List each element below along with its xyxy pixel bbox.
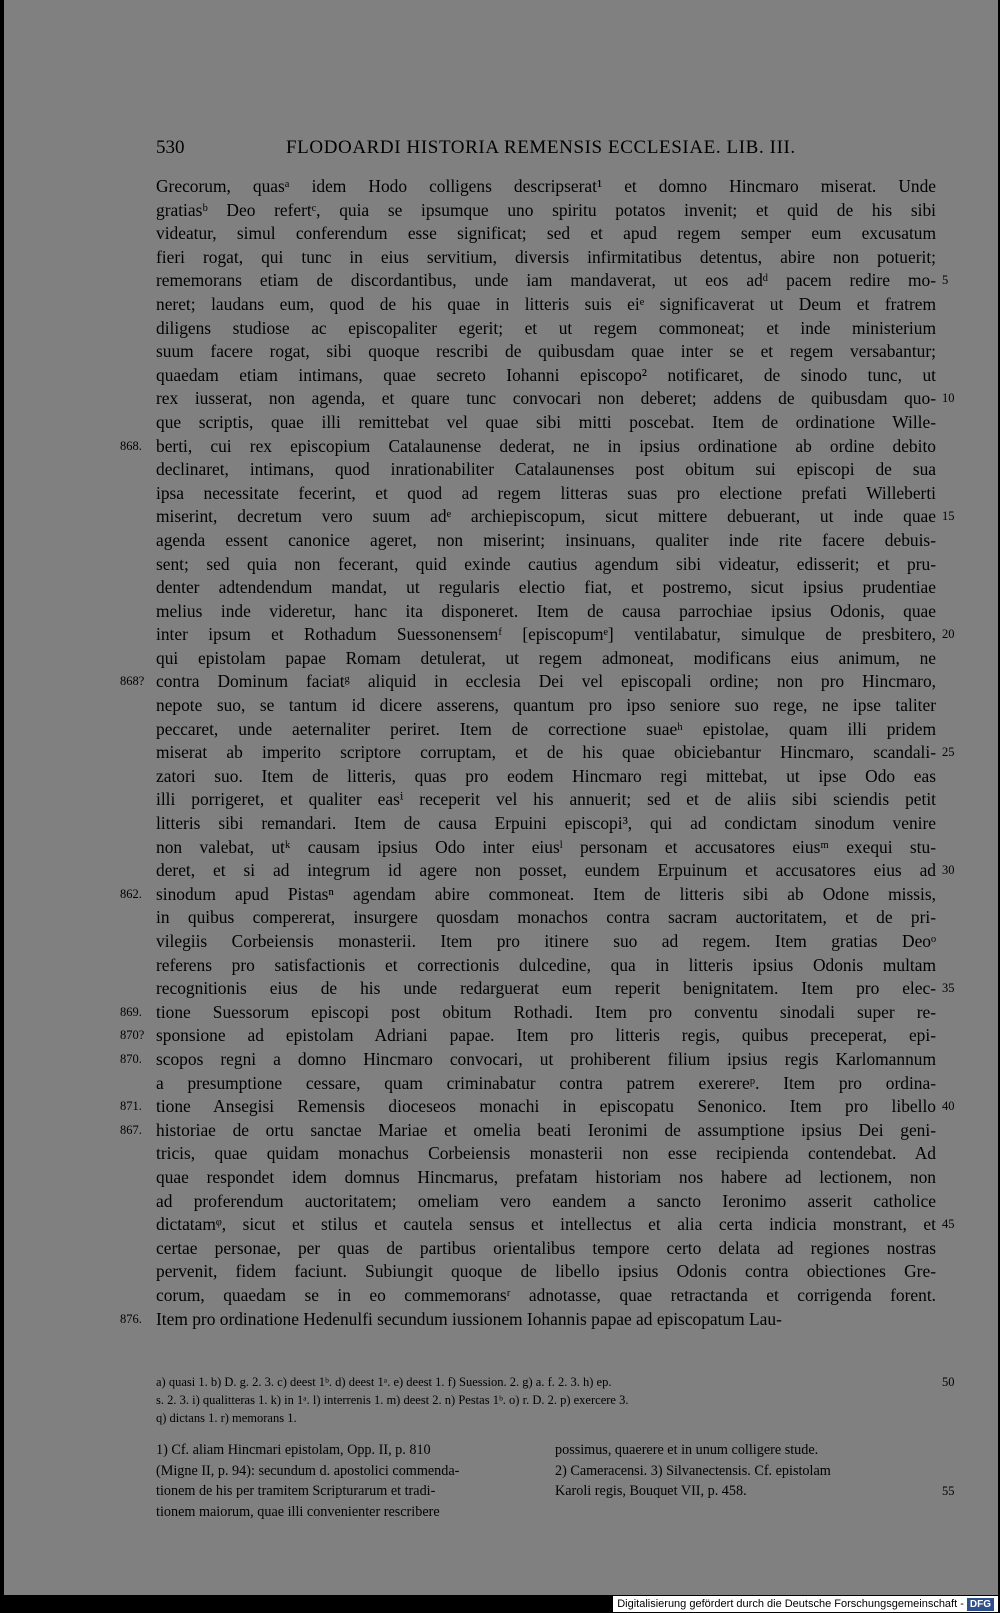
- line-text: tione Ansegisi Remensis dioceseos monachi in episcopatu Senonico. Item pro libello: [156, 1096, 936, 1117]
- margin-year: 868?: [120, 674, 145, 689]
- text-line: [4, 175, 998, 199]
- line-text: declinaret, intimans, quod inrationabiliter Catalaunenses post obitum sui episcopi de sua: [156, 459, 936, 480]
- text-line: [4, 954, 998, 978]
- line-number: 40: [942, 1099, 955, 1114]
- margin-year: 867.: [120, 1122, 142, 1137]
- line-text: suum facere rogat, sibi quoque rescribi de quibusdam quae inter se et regem versabantur;: [156, 341, 936, 362]
- text-line: [4, 364, 998, 388]
- text-line: [4, 765, 998, 789]
- dfg-logo: DFG: [967, 1598, 994, 1611]
- footnote-col1: 1) Cf. aliam Hincmari epistolam, Opp. II, p. 810: [156, 1442, 431, 1458]
- footnote-col1: tionem maiorum, quae illi convenienter rescribere: [156, 1503, 440, 1520]
- line-text: que scriptis, quae illi remittebat vel quae sibi mitti poscebat. Item de ordinatione Wille-: [156, 411, 936, 432]
- line-text: quaedam etiam intimans, quae secreto Iohanni episcopo² notificaret, de sinodo tunc, ut: [156, 364, 936, 385]
- text-line: [4, 812, 998, 836]
- line-text: agenda essent canonice ageret, non miserint; insinuans, qualiter inde rite facere debuis-: [156, 529, 936, 550]
- line-number: 20: [942, 627, 955, 642]
- text-line: [4, 1190, 998, 1214]
- line-number: 55: [942, 1484, 955, 1498]
- page-number: 530: [156, 137, 185, 158]
- variant-note-text: a) quasi 1. b) D. g. 2. 3. c) deest 1ᵇ. d) deest 1ᵃ. e) deest 1. f) Suession. 2. g) a. f. 2. 3. h) ep.: [156, 1375, 612, 1389]
- text-line: [4, 694, 998, 718]
- margin-year: 869.: [120, 1004, 142, 1019]
- line-text: tione Suessorum episcopi post obitum Rothadi. Item pro conventu sinodali super re-: [156, 1001, 936, 1022]
- line-number: 50: [942, 1375, 955, 1389]
- variant-note-text: q) dictans 1. r) memorans 1.: [156, 1411, 297, 1425]
- line-text: deret, et si ad integrum id agere non posset, eundem Erpuinum et accusatores eius ad: [156, 860, 936, 881]
- line-text: illi porrigeret, et qualiter easⁱ receperit vel his annuerit; sed et de aliis sibi sciendis petit: [156, 789, 936, 810]
- footnote-col1: tionem de his per tramitem Scripturarum et tradi-: [156, 1483, 436, 1499]
- line-text: fieri rogat, qui tunc in eius servitium, diversis infirmitatibus detentus, abire non potuerit;: [156, 246, 936, 267]
- footnote-line: [4, 1461, 998, 1482]
- line-text: Item pro ordinatione Hedenulfi secundum iussionem Iohannis papae ad episcopatum Lau-: [156, 1308, 782, 1329]
- footnote-col2: Karoli regis, Bouquet VII, p. 458.: [555, 1483, 747, 1499]
- text-line: [4, 859, 998, 883]
- text-line: [4, 883, 998, 907]
- text-line: [4, 458, 998, 482]
- variant-note-text: s. 2. 3. i) qualitteras 1. k) in 1ᵃ. l) interrenis 1. m) deest 2. n) Pestas 1ᵇ. o) r. D. 2. p) exercere 3.: [156, 1393, 629, 1407]
- line-number: 30: [942, 863, 955, 878]
- line-text: recognitionis eius de his unde redarguerat eum reperit benignitatem. Item pro elec-: [156, 978, 936, 999]
- margin-year: 870.: [120, 1051, 142, 1066]
- line-text: Grecorum, quasᵃ idem Hodo colligens descripserat¹ et domno Hincmaro miserat. Unde: [156, 176, 936, 196]
- line-text: miserat ab imperito scriptore corruptam, et de his quae obiciebantur Hincmaro, scandali-: [156, 742, 936, 763]
- margin-year: 876.: [120, 1311, 142, 1326]
- text-line: [4, 317, 998, 341]
- text-line: [4, 977, 998, 1001]
- variant-note-line: [4, 1373, 998, 1391]
- line-text: rex iusserat, non agenda, et quare tunc convocari non deberet; addens de quibusdam quo-: [156, 388, 936, 409]
- text-line: [4, 741, 998, 765]
- text-line: [4, 293, 998, 317]
- page-header: [4, 137, 998, 161]
- running-title: FLODOARDI HISTORIA REMENSIS ECCLESIAE. LIB. III.: [286, 137, 796, 158]
- line-text: non valebat, utᵏ causam ipsius Odo inter eiusˡ personam et accusatores eiusᵐ exequi stu-: [156, 836, 936, 857]
- document-page: [4, 0, 998, 1595]
- text-line: [4, 1284, 998, 1308]
- text-line: [4, 1119, 998, 1143]
- text-line: [4, 647, 998, 671]
- text-line: [4, 1166, 998, 1190]
- line-text: dictatamᵠ, sicut et stilus et cautela sensus et intellectus et alia certa indicia monstrant, et: [156, 1214, 936, 1235]
- margin-year: 868.: [120, 438, 142, 453]
- line-text: pervenit, fidem faciunt. Subiungit quoque de libello ipsius Odonis contra obiectiones Gre-: [156, 1261, 936, 1282]
- line-text: sent; sed quia non fecerant, quid exinde cautius agendum sibi videatur, edisserit; et pru-: [156, 553, 936, 574]
- line-text: denter adtendendum mandat, ut regularis electio fiat, et postremo, sicut ipsius prudentiae: [156, 577, 936, 598]
- text-line: [4, 788, 998, 812]
- line-text: contra Dominum faciatᵍ aliquid in ecclesia Dei vel episcopali ordine; non pro Hincmaro,: [156, 671, 936, 692]
- line-text: referens pro satisfactionis et correctionis dulcedine, qua in litteris ipsius Odonis multam: [156, 954, 936, 975]
- line-text: historiae de ortu sanctae Mariae et omelia beati Ieronimi de assumptione ipsius Dei geni-: [156, 1119, 936, 1140]
- line-text: diligens studiose ac episcopaliter egerit; et ut regem commoneat; et inde ministerium: [156, 317, 936, 338]
- footnote-line: [4, 1502, 998, 1523]
- text-line: [4, 670, 998, 694]
- margin-year: 862.: [120, 886, 142, 901]
- text-line: [4, 1237, 998, 1261]
- text-line: [4, 387, 998, 411]
- margin-year: 870?: [120, 1028, 145, 1043]
- text-line: [4, 1213, 998, 1237]
- line-text: neret; laudans eum, quod de his quae in litteris suis eiᵉ significaverat ut Deum et fratrem: [156, 293, 936, 314]
- line-text: peccaret, unde aeternaliter periret. Item de correctione suaeʰ epistolae, quam illi pridem: [156, 718, 936, 739]
- line-text: inter ipsum et Rothadum Suessonensemᶠ [episcopumᵉ] ventilabatur, simulque de presbitero,: [156, 624, 936, 645]
- variant-note-line: [4, 1391, 998, 1409]
- footnotes: [4, 1440, 998, 1522]
- line-text: sponsione ad epistolam Adriani papae. Item pro litteris regis, quibus preceperat, epi-: [156, 1025, 936, 1046]
- text-line: [4, 1072, 998, 1096]
- line-text: berti, cui rex episcopium Catalaunense dederat, ne in ipsius ordinatione ab ordine debito: [156, 435, 936, 456]
- text-line: [4, 340, 998, 364]
- text-line: [4, 435, 998, 459]
- line-text: ipsa necessitate fecerint, et quod ad regem litteras suas pro electione prefati Willeberti: [156, 482, 936, 503]
- text-line: [4, 623, 998, 647]
- text-line: [4, 482, 998, 506]
- variant-note-line: [4, 1409, 998, 1427]
- line-text: in quibus compererat, insurgere quosdam monachos contra sacram auctoritatem, et de pri-: [156, 907, 936, 928]
- line-number: 5: [942, 273, 949, 288]
- line-text: vilegiis Corbeiensis monasterii. Item pro itinere suo ad regem. Item gratias Deoᵒ: [156, 931, 936, 951]
- line-text: ad proferendum auctoritatem; omeliam vero eandem a sancto Ieronimo asserit catholice: [156, 1190, 936, 1211]
- digitization-credit: [613, 1596, 998, 1612]
- text-line: [4, 906, 998, 930]
- text-line: [4, 600, 998, 624]
- line-text: certae personae, per quas de partibus orientalibus tempore certo delata ad regiones nostras: [156, 1237, 936, 1258]
- text-line: [4, 1095, 998, 1119]
- variant-notes: [4, 1373, 998, 1427]
- main-text: [4, 175, 998, 1331]
- text-line: [4, 1001, 998, 1025]
- footnote-line: [4, 1481, 998, 1502]
- text-line: [4, 199, 998, 223]
- line-text: qui epistolam papae Romam detulerat, ut regem admoneat, modificans eius animum, ne: [156, 647, 936, 668]
- credit-text: Digitalisierung gefördert durch die Deutsche Forschungsgemeinschaft -: [617, 1598, 964, 1610]
- text-line: [4, 553, 998, 577]
- text-line: [4, 576, 998, 600]
- footnote-col2: possimus, quaerere et in unum colligere stude.: [555, 1442, 819, 1458]
- line-number: 35: [942, 981, 955, 996]
- line-text: corum, quaedam se in eo commemoransʳ adnotasse, quae retractanda et corrigenda forent.: [156, 1284, 936, 1305]
- text-line: [4, 1308, 998, 1332]
- text-line: [4, 529, 998, 553]
- line-text: scopos regni a domno Hincmaro convocari, ut prohiberent filium ipsius regis Karlomannum: [156, 1048, 936, 1069]
- text-line: [4, 1048, 998, 1072]
- text-line: [4, 222, 998, 246]
- line-number: 25: [942, 745, 955, 760]
- text-line: [4, 411, 998, 435]
- line-text: tricis, quae quidam monachus Corbeiensis monasterii non esse recipienda contendebat. Ad: [156, 1143, 936, 1164]
- line-text: gratiasᵇ Deo refertᶜ, quia se ipsumque uno spiritu potatos invenit; et quid de his sibi: [156, 199, 936, 220]
- text-line: [4, 246, 998, 270]
- text-line: [4, 836, 998, 860]
- line-text: melius inde videretur, hanc ita disponeret. Item de causa parrochiae ipsius Odonis, quae: [156, 600, 936, 621]
- footnote-col1: (Migne II, p. 94): secundum d. apostolici commenda-: [156, 1462, 460, 1479]
- text-line: [4, 269, 998, 293]
- text-line: [4, 1142, 998, 1166]
- line-text: rememorans etiam de discordantibus, unde iam mandaverat, ut eos adᵈ pacem redire mo-: [156, 270, 936, 291]
- line-number: 45: [942, 1217, 955, 1232]
- line-text: quae respondet idem domnus Hincmarus, prefatam historiam nos habere ad lectionem, non: [156, 1166, 936, 1187]
- line-text: zatori suo. Item de litteris, quas pro eodem Hincmaro regi mittebat, ut ipse Odo eas: [156, 765, 936, 786]
- footnote-col2: 2) Cameracensi. 3) Silvanectensis. Cf. epistolam: [555, 1462, 831, 1479]
- line-text: miserint, decretum vero suum adᵉ archiepiscopum, sicut mittere debuerant, ut inde quae: [156, 506, 936, 527]
- line-text: a presumptione cessare, quam criminabatur contra patrem exerereᵖ. Item pro ordina-: [156, 1072, 936, 1093]
- line-number: 15: [942, 509, 955, 524]
- text-line: [4, 1024, 998, 1048]
- text-line: [4, 505, 998, 529]
- text-line: [4, 1260, 998, 1284]
- line-text: litteris sibi remandari. Item de causa Erpuini episcopi³, qui ad condictam sinodum venire: [156, 813, 936, 834]
- line-number: 10: [942, 391, 955, 406]
- line-text: sinodum apud Pistasⁿ agendam abire commoneat. Item de litteris sibi ab Odone missis,: [156, 883, 936, 904]
- line-text: videatur, simul conferendum esse significat; sed et apud regem semper eum excusatum: [156, 223, 936, 244]
- margin-year: 871.: [120, 1099, 142, 1114]
- text-line: [4, 718, 998, 742]
- footnote-line: [4, 1440, 998, 1461]
- text-line: [4, 930, 998, 954]
- line-text: nepote suo, se tantum id dicere asserens, quantum pro ipso seniore suo rege, ne ipse taliter: [156, 695, 936, 716]
